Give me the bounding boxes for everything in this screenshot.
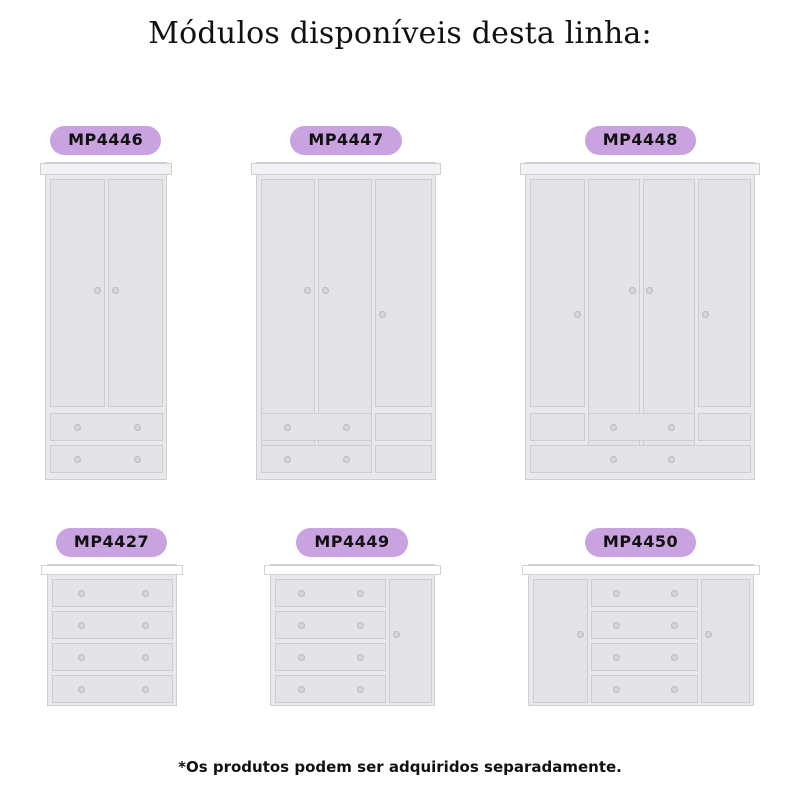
drawer-1 (591, 579, 698, 607)
door-4 (698, 179, 751, 407)
door-right (701, 579, 750, 703)
drawer-3 (698, 413, 751, 441)
modules-row-bottom (0, 506, 800, 706)
drawer-knob-4a (613, 686, 620, 693)
drawer-knob-2a (298, 622, 305, 629)
drawer-knob-1a (74, 424, 81, 431)
top-cap (522, 565, 760, 575)
furniture-chest-4-drawers (47, 564, 177, 706)
module-card-mp4450[interactable] (528, 520, 754, 706)
drawer-knob-2b (343, 456, 350, 463)
drawer-knob-3b (671, 654, 678, 661)
drawer-1 (530, 413, 585, 441)
drawer-knob-4b (357, 686, 364, 693)
drawer-4 (591, 675, 698, 703)
furniture-wardrobe-3-doors (256, 162, 436, 480)
door-knob-left (577, 631, 584, 638)
top-cap (264, 565, 441, 575)
module-card-mp4446[interactable] (45, 118, 167, 480)
drawer-3 (275, 643, 386, 671)
badge-wrap-mp4449 (296, 520, 407, 564)
drawer-knob-1a (613, 590, 620, 597)
modules-grid (0, 80, 800, 706)
module-code-badge[interactable]: MP4446 (50, 126, 161, 155)
drawer-4 (275, 675, 386, 703)
drawer-knob-1a (298, 590, 305, 597)
badge-wrap-mp4448 (585, 118, 696, 162)
door-left (261, 179, 315, 447)
module-code-badge[interactable]: MP4448 (585, 126, 696, 155)
drawer-3 (591, 643, 698, 671)
disclaimer-note: *Os produtos podem ser adquiridos separadamente. (178, 758, 622, 776)
door-right (375, 179, 432, 407)
furniture-wardrobe-2-doors (45, 162, 167, 480)
module-code-badge[interactable]: MP4450 (585, 528, 696, 557)
door-right (389, 579, 432, 703)
badge-wrap-mp4446 (50, 118, 161, 162)
drawer-knob-1b (357, 590, 364, 597)
door-knob-right (112, 287, 119, 294)
door-knob-center (322, 287, 329, 294)
drawer-3 (52, 643, 173, 671)
drawer-knob-1a (78, 590, 85, 597)
drawer-2 (588, 413, 695, 441)
drawer-knob-3a (78, 654, 85, 661)
page-title: Módulos disponíveis desta linha: (148, 16, 652, 51)
top-cap (41, 565, 183, 575)
drawer-2 (261, 445, 372, 473)
door-knob-right (393, 631, 400, 638)
furniture-chest-with-two-doors (528, 564, 754, 706)
module-card-mp4448[interactable] (525, 118, 755, 480)
drawer-knob-1a (284, 424, 291, 431)
drawer-2 (591, 611, 698, 639)
door-knob-right (705, 631, 712, 638)
door-2 (588, 179, 640, 447)
door-knob-left (94, 287, 101, 294)
drawer-knob-4b (142, 686, 149, 693)
drawer-knob-2b (357, 622, 364, 629)
drawer-knob-1b (142, 590, 149, 597)
modules-row-top (0, 80, 800, 480)
drawer-knob-3b (142, 654, 149, 661)
drawer-4 (530, 445, 751, 473)
top-cap (251, 163, 441, 175)
module-card-mp4449[interactable] (270, 520, 435, 706)
module-code-badge[interactable]: MP4427 (56, 528, 167, 557)
door-center (318, 179, 372, 447)
top-cap (520, 163, 760, 175)
drawer-knob-2a (78, 622, 85, 629)
badge-wrap-mp4450 (585, 520, 696, 564)
door-knob-left (304, 287, 311, 294)
drawer-knob-2a (284, 456, 291, 463)
drawer-2 (275, 611, 386, 639)
drawer-knob-2a (613, 622, 620, 629)
module-code-badge[interactable]: MP4447 (290, 126, 401, 155)
drawer-knob-3b (357, 654, 364, 661)
module-code-badge[interactable]: MP4449 (296, 528, 407, 557)
drawer-1 (52, 579, 173, 607)
drawer-knob-2b (671, 622, 678, 629)
badge-wrap-mp4447 (290, 118, 401, 162)
drawer-knob-2a (74, 456, 81, 463)
module-card-mp4427[interactable] (47, 520, 177, 706)
door-3 (643, 179, 695, 447)
furniture-chest-with-door (270, 564, 435, 706)
drawer-knob-2b (142, 622, 149, 629)
drawer-knob-4b (671, 686, 678, 693)
drawer-4 (375, 445, 432, 473)
drawer-1 (50, 413, 163, 441)
drawer-knob-1b (343, 424, 350, 431)
door-1 (530, 179, 585, 407)
top-cap (40, 163, 172, 175)
module-card-mp4447[interactable] (256, 118, 436, 480)
drawer-1 (275, 579, 386, 607)
door-knob-right (379, 311, 386, 318)
door-left (533, 579, 588, 703)
drawer-knob-2b (134, 456, 141, 463)
badge-wrap-mp4427 (56, 520, 167, 564)
drawer-knob-1b (671, 590, 678, 597)
drawer-knob-3a (298, 654, 305, 661)
drawer-3 (375, 413, 432, 441)
drawer-knob-4a (298, 686, 305, 693)
drawer-2 (50, 445, 163, 473)
drawer-2 (52, 611, 173, 639)
drawer-4 (52, 675, 173, 703)
drawer-1 (261, 413, 372, 441)
furniture-wardrobe-4-doors (525, 162, 755, 480)
drawer-knob-1b (134, 424, 141, 431)
drawer-knob-4a (78, 686, 85, 693)
drawer-knob-3a (613, 654, 620, 661)
